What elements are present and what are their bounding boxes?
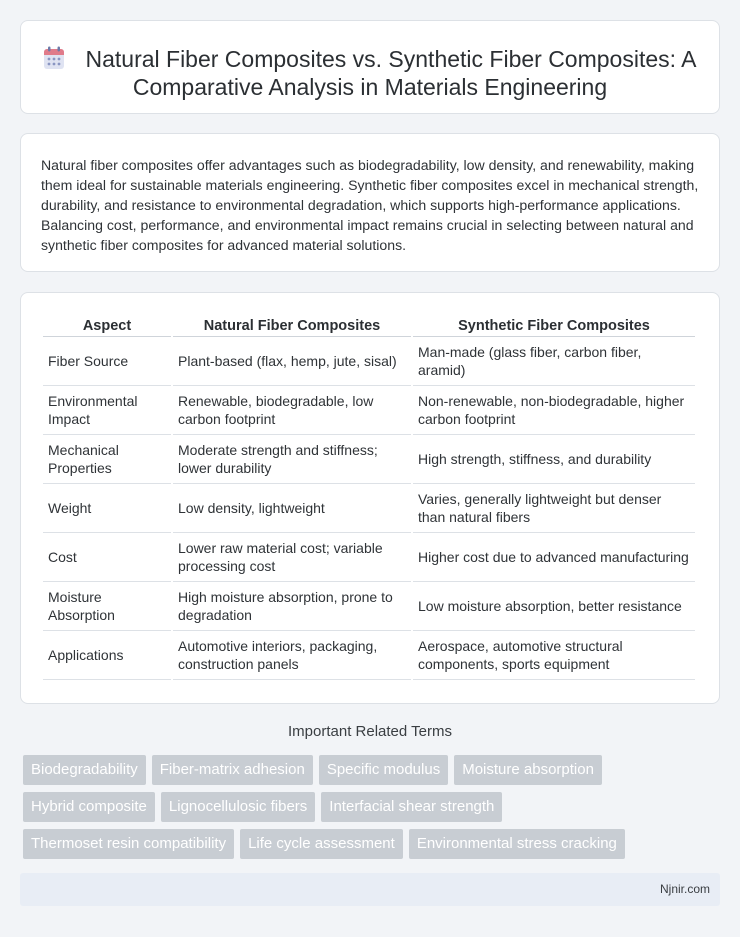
tag-interfacial-shear-strength[interactable]: Interfacial shear strength <box>321 792 502 822</box>
table-row <box>43 435 695 484</box>
title-card <box>20 20 720 114</box>
page-title-text: Natural Fiber Composites vs. Synthetic Fiber Composites: A Comparative Analysis in Materials Engineering <box>85 46 697 100</box>
table-row <box>43 337 695 386</box>
cell-synthetic: Man-made (glass fiber, carbon fiber, aramid) <box>413 337 695 386</box>
table-row <box>43 386 695 435</box>
cell-synthetic: Low moisture absorption, better resistance <box>413 582 695 631</box>
footer <box>20 873 720 906</box>
header-synthetic: Synthetic Fiber Composites <box>413 317 695 337</box>
comparison-table-card <box>20 292 720 704</box>
cell-synthetic: Higher cost due to advanced manufacturing <box>413 533 695 582</box>
tag-lignocellulosic-fibers[interactable]: Lignocellulosic fibers <box>161 792 315 822</box>
table-row <box>43 484 695 533</box>
cell-natural: Automotive interiors, packaging, construction panels <box>173 631 411 680</box>
cell-aspect: Mechanical Properties <box>43 435 171 484</box>
cell-natural: Lower raw material cost; variable processing cost <box>173 533 411 582</box>
cell-aspect: Cost <box>43 533 171 582</box>
tag-life-cycle-assessment[interactable]: Life cycle assessment <box>240 829 403 859</box>
cell-natural: Renewable, biodegradable, low carbon footprint <box>173 386 411 435</box>
cell-aspect: Fiber Source <box>43 337 171 386</box>
cell-synthetic: Varies, generally lightweight but denser than natural fibers <box>413 484 695 533</box>
table-row <box>43 533 695 582</box>
cell-natural: Moderate strength and stiffness; lower durability <box>173 435 411 484</box>
table-row <box>43 582 695 631</box>
cell-natural: Low density, lightweight <box>173 484 411 533</box>
footer-site[interactable]: Njnir.com <box>659 882 710 896</box>
cell-aspect: Environmental Impact <box>43 386 171 435</box>
tag-row <box>23 792 723 822</box>
tag-environmental-stress-cracking[interactable]: Environmental stress cracking <box>409 829 625 859</box>
cell-aspect: Moisture Absorption <box>43 582 171 631</box>
related-terms-list <box>23 755 723 866</box>
header-aspect: Aspect <box>43 317 171 337</box>
table-row <box>43 631 695 680</box>
header-natural: Natural Fiber Composites <box>173 317 411 337</box>
summary-card <box>20 133 720 272</box>
cell-synthetic: Aerospace, automotive structural components, sports equipment <box>413 631 695 680</box>
tag-biodegradability[interactable]: Biodegradability <box>23 755 146 785</box>
tag-moisture-absorption[interactable]: Moisture absorption <box>454 755 602 785</box>
tag-thermoset-resin-compatibility[interactable]: Thermoset resin compatibility <box>23 829 234 859</box>
cell-natural: High moisture absorption, prone to degradation <box>173 582 411 631</box>
tag-fiber-matrix-adhesion[interactable]: Fiber-matrix adhesion <box>152 755 313 785</box>
summary-text: Natural fiber composites offer advantages such as biodegradability, low density, and renewability, making them ideal for sustainable materials engineering. Synthetic fiber composites excel in mechanical strength, durability, and resistance to environmental degradation, which supports high-performance applications. Balancing cost, performance, and environmental impact remains crucial in selecting between natural and synthetic fiber composites for advanced material solutions. <box>41 157 699 253</box>
cell-natural: Plant-based (flax, hemp, jute, sisal) <box>173 337 411 386</box>
table-header-row <box>43 317 695 337</box>
comparison-table <box>41 317 697 680</box>
cell-aspect: Applications <box>43 631 171 680</box>
related-terms-title: Important Related Terms <box>288 723 452 740</box>
calendar-icon <box>43 46 65 70</box>
cell-synthetic: High strength, stiffness, and durability <box>413 435 695 484</box>
page-title <box>43 45 697 101</box>
cell-aspect: Weight <box>43 484 171 533</box>
tag-row <box>23 829 723 859</box>
tag-row <box>23 755 723 785</box>
cell-synthetic: Non-renewable, non-biodegradable, higher carbon footprint <box>413 386 695 435</box>
tag-specific-modulus[interactable]: Specific modulus <box>319 755 448 785</box>
tag-hybrid-composite[interactable]: Hybrid composite <box>23 792 155 822</box>
